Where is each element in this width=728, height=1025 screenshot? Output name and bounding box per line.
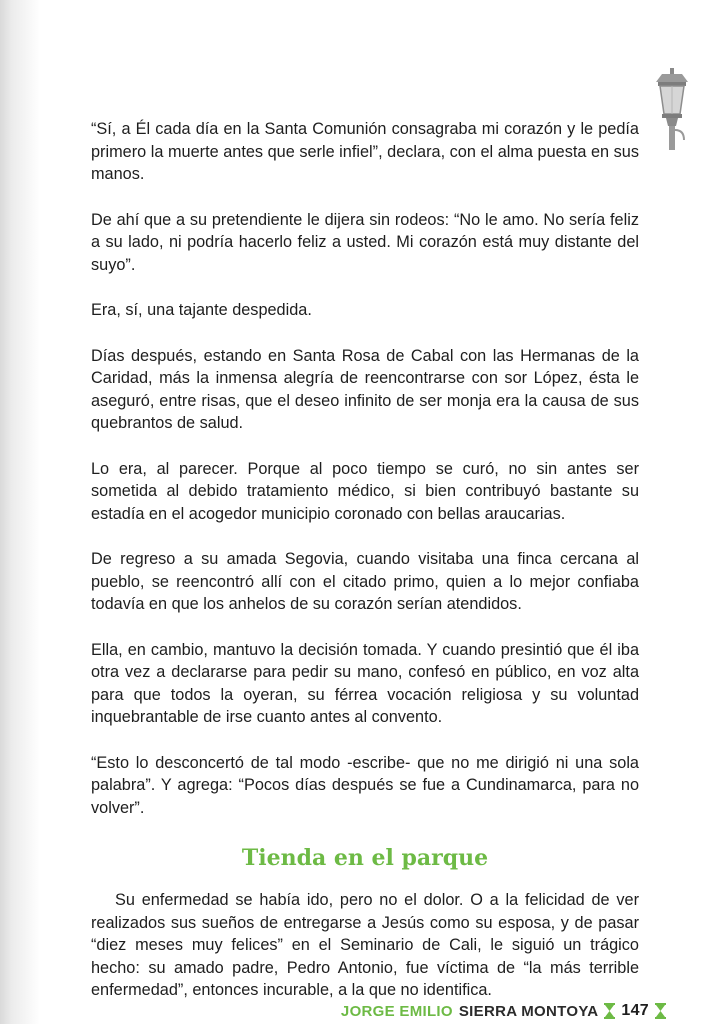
paragraph-3: Era, sí, una tajante despedida. (91, 301, 312, 319)
paragraph-6: De regreso a su amada Segovia, cuando visitaba una finca cercana al pueblo, se reencontró allí con el citado primo, quien a lo mejor confiaba todavía en que los anhelos de su corazón serían atendidos. (91, 550, 639, 613)
page-body (91, 118, 639, 1025)
paragraph-5: Lo era, al parecer. Porque al poco tiempo se curó, no sin antes ser sometida al debido tratamiento médico, si bien contribuyó bastante su estadía en el acogedor municipio coronado con bellas araucarias. (91, 459, 639, 523)
author-first-name: JORGE EMILIO (340, 1002, 453, 1020)
paragraph-4: Días después, estando en Santa Rosa de Cabal con las Hermanas de la Caridad, más la inmensa alegría de reencontrarse con sor López, ésta le aseguró, entre risas, que el deseo infinito de ser monja era la causa de sus quebrantos de salud. (91, 346, 639, 432)
street-lamp-icon (652, 68, 692, 150)
page-footer (341, 1002, 666, 1020)
section-heading: Tienda en el parque (241, 845, 489, 871)
author-last-name: SIERRA MONTOYA (458, 1002, 599, 1020)
paragraph-2: De ahí que a su pretendiente le dijera sin rodeos: “No le amo. No sería feliz a su lado, ni podría hacerlo feliz a usted. Mi corazón está muy distante del suyo”. (91, 210, 639, 274)
section-paragraph: Su enfermedad se había ido, pero no el dolor. O a la felicidad de ver realizados sus sueños de entregarse a Jesús como su esposa, y de pasar “diez meses muy felices” en el Seminario de Cali, le siguió un trágico hecho: su amado padre, Pedro Antonio, fue víctima de “la más terrible enfermedad”, entonces incurable, a la que no identifica. (91, 891, 639, 999)
hourglass-icon (655, 1003, 666, 1019)
paragraph-1: “Sí, a Él cada día en la Santa Comunión consagraba mi corazón y le pedía primero la muerte antes que serle infiel”, declara, con el alma puesta en sus manos. (91, 120, 639, 183)
paragraph-8: “Esto lo desconcertó de tal modo -escribe- que no me dirigió ni una sola palabra”. Y agrega: “Pocos días después se fue a Cundinamarca, para no volver”. (91, 753, 639, 817)
paragraph-7: Ella, en cambio, mantuvo la decisión tomada. Y cuando presintió que él iba otra vez a declararse para pedir su mano, confesó en público, en voz alta para que todos la oyeran, su férrea vocación religiosa y su voluntad inquebrantable de irse cuanto antes al convento. (91, 640, 639, 726)
page-gutter-shadow (0, 0, 40, 1024)
hourglass-icon (604, 1003, 615, 1019)
page-number: 147 (621, 1002, 649, 1019)
